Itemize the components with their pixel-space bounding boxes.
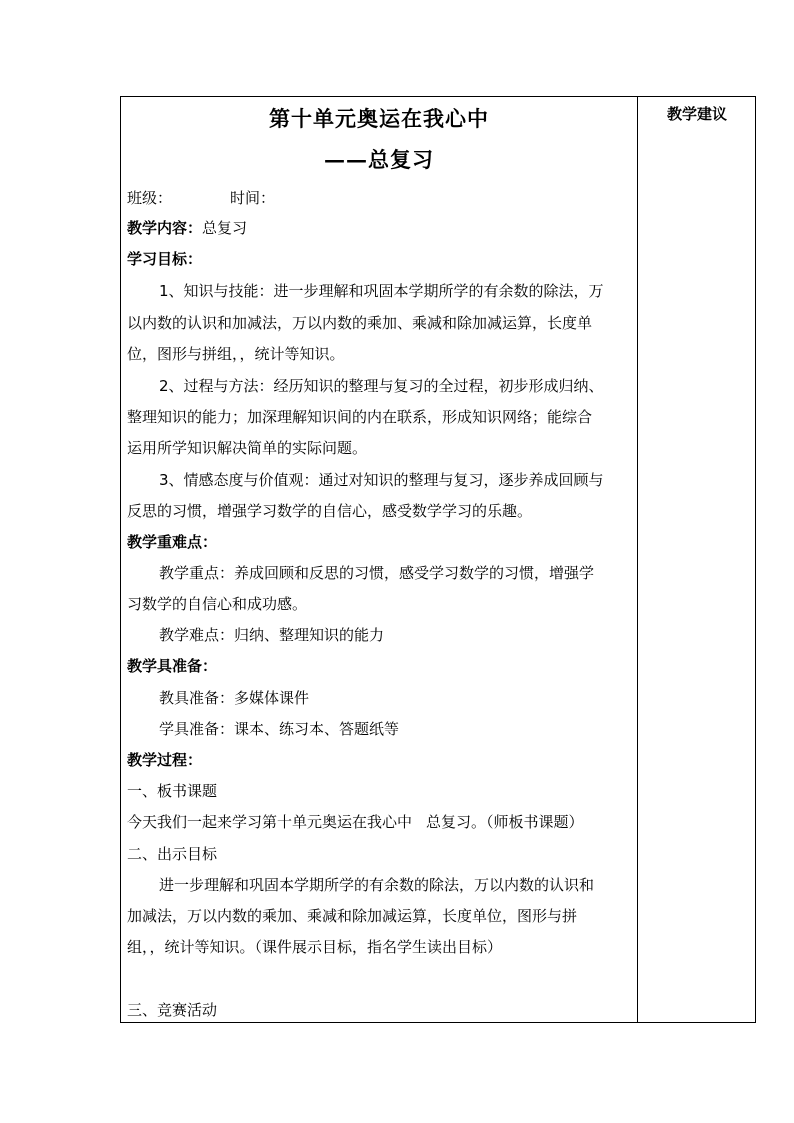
process-heading: 教学过程： — [127, 751, 203, 769]
step2-line: 组，，统计等知识。（课件展示目标，指名学生读出目标） — [127, 938, 503, 956]
time-label: 时间： — [230, 189, 276, 207]
content-label: 教学内容： — [127, 219, 203, 237]
step2-line: 加减法，万以内数的乘加、乘减和除加减运算，长度单位，图形与拼 — [127, 907, 578, 925]
step2-line: 进一步理解和巩固本学期所学的有余数的除法，万以内数的认识和 — [159, 876, 595, 894]
side-column — [638, 97, 756, 1022]
class-time-row — [127, 188, 275, 208]
goals-line: 反思的习惯，增强学习数学的自信心，感受数学学习的乐趣。 — [127, 502, 533, 520]
class-label: 班级： — [127, 189, 173, 207]
content-value: 总复习 — [202, 219, 248, 237]
goals-line: 2、过程与方法：经历知识的整理与复习的全过程，初步形成归纳、 — [159, 377, 604, 395]
lesson-plan-table — [120, 96, 756, 1023]
step1-text-part: 今天我们一起来学习第十单元奥运在我心中 — [127, 813, 413, 831]
keypoints-line: 教学难点：归纳、整理知识的能力 — [159, 626, 385, 644]
goals-line: 以内数的认识和加减法，万以内数的乘加、乘减和除加减运算，长度单 — [127, 314, 593, 332]
step3-title: 三、竞赛活动 — [127, 1001, 218, 1019]
side-header: 教学建议 — [666, 105, 727, 123]
keypoints-line: 习数学的自信心和成功感。 — [127, 595, 308, 613]
goals-heading: 学习目标： — [127, 250, 203, 268]
keypoints-heading: 教学重难点： — [127, 533, 218, 551]
content-row — [127, 218, 247, 238]
page-subtitle: ——总复习 — [324, 147, 434, 172]
step1-text-part: 总复习。（师板书课题） — [426, 813, 584, 831]
goals-line: 3、情感态度与价值观：通过对知识的整理与复习，逐步养成回顾与 — [159, 471, 604, 489]
goals-line: 整理知识的能力；加深理解知识间的内在联系，形成知识网络；能综合 — [127, 408, 593, 426]
step1-text — [127, 812, 584, 832]
goals-line: 运用所学知识解决简单的实际问题。 — [127, 439, 368, 457]
materials-line: 教具准备：多媒体课件 — [159, 689, 310, 707]
goals-line: 位，图形与拼组，，统计等知识。 — [127, 345, 345, 363]
materials-line: 学具准备：课本、练习本、答题纸等 — [159, 720, 400, 738]
step1-title: 一、板书课题 — [127, 782, 218, 800]
page-title: 第十单元奥运在我心中 — [269, 106, 489, 131]
step2-title: 二、出示目标 — [127, 845, 218, 863]
goals-line: 1、知识与技能：进一步理解和巩固本学期所学的有余数的除法，万 — [159, 282, 604, 300]
keypoints-line: 教学重点：养成回顾和反思的习惯，感受学习数学的习惯，增强学 — [159, 564, 595, 582]
main-column — [121, 97, 637, 1022]
materials-heading: 教学具准备： — [127, 657, 218, 675]
